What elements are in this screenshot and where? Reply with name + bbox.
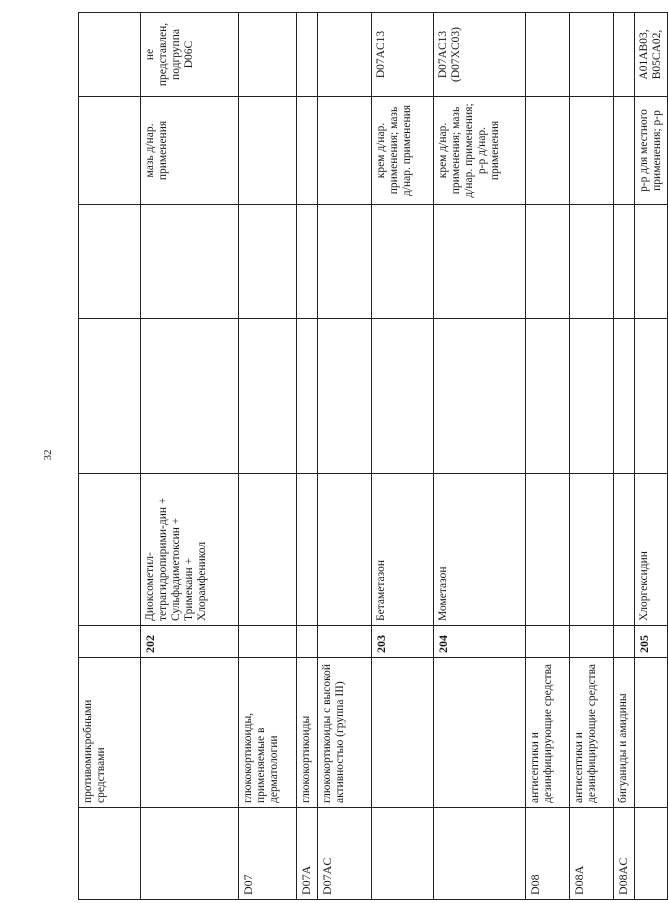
atc-code-cell: D08A bbox=[570, 808, 614, 900]
empty-cell bbox=[297, 319, 318, 474]
substance-cell bbox=[318, 474, 372, 626]
empty-cell bbox=[526, 319, 570, 474]
dosage-form-cell bbox=[297, 97, 318, 205]
empty-cell bbox=[79, 205, 141, 319]
substance-cell: Бетаметазон bbox=[372, 474, 434, 626]
substance-cell bbox=[526, 474, 570, 626]
substance-cell: Диоксометил-тетрагидропирими-дин + Сульфадиметоксин + Тримекаин + Хлорамфеникол bbox=[141, 474, 239, 626]
group-name-cell: глюкокортикоиды bbox=[297, 658, 318, 808]
empty-cell bbox=[318, 205, 372, 319]
atc-reference-cell bbox=[239, 13, 297, 97]
atc-code-cell bbox=[141, 808, 239, 900]
empty-cell bbox=[570, 319, 614, 474]
dosage-form-cell bbox=[570, 97, 614, 205]
group-name-cell: глюкокортикоиды с высокой активностью (группа III) bbox=[318, 658, 372, 808]
dosage-form-cell: крем д/нар. применения; мазь д/нар. применения; р-р д/нар. применения bbox=[434, 97, 526, 205]
group-name-cell: антисептики и дезинфицирующие средства bbox=[526, 658, 570, 808]
page-number: 32 bbox=[42, 449, 54, 461]
empty-cell bbox=[526, 205, 570, 319]
drug-classification-table bbox=[78, 12, 668, 900]
item-number-cell bbox=[526, 626, 570, 658]
atc-reference-cell bbox=[614, 13, 635, 97]
table-row bbox=[434, 13, 526, 900]
substance-cell bbox=[79, 474, 141, 626]
atc-reference-cell: A01AB03, B05CA02, bbox=[635, 13, 668, 97]
atc-code-cell: D08 bbox=[526, 808, 570, 900]
substance-cell bbox=[570, 474, 614, 626]
group-name-cell: бигуаниды и амидины bbox=[614, 658, 635, 808]
empty-cell bbox=[141, 205, 239, 319]
substance-cell bbox=[239, 474, 297, 626]
dosage-form-cell: крем д/нар. применения; мазь д/нар. применения bbox=[372, 97, 434, 205]
table-row bbox=[635, 13, 668, 900]
dosage-form-cell bbox=[318, 97, 372, 205]
atc-code-cell bbox=[79, 808, 141, 900]
item-number-cell: 202 bbox=[141, 626, 239, 658]
group-name-cell bbox=[434, 658, 526, 808]
substance-cell: Мометазон bbox=[434, 474, 526, 626]
atc-code-cell bbox=[372, 808, 434, 900]
atc-reference-cell bbox=[570, 13, 614, 97]
atc-reference-cell bbox=[526, 13, 570, 97]
atc-reference-cell bbox=[318, 13, 372, 97]
empty-cell bbox=[570, 205, 614, 319]
atc-reference-cell: D07AC13 (D07XC03) bbox=[434, 13, 526, 97]
substance-cell: Хлоргексидин bbox=[635, 474, 668, 626]
dosage-form-cell bbox=[614, 97, 635, 205]
empty-cell bbox=[297, 205, 318, 319]
dosage-form-cell bbox=[526, 97, 570, 205]
group-name-cell: антисептики и дезинфицирующие средства bbox=[570, 658, 614, 808]
table-row bbox=[526, 13, 570, 900]
atc-code-cell bbox=[434, 808, 526, 900]
item-number-cell bbox=[297, 626, 318, 658]
empty-cell bbox=[318, 319, 372, 474]
empty-cell bbox=[141, 319, 239, 474]
table-row bbox=[141, 13, 239, 900]
empty-cell bbox=[372, 319, 434, 474]
group-name-cell bbox=[635, 658, 668, 808]
table-row bbox=[239, 13, 297, 900]
atc-reference-cell: не представлен, подгруппа D06C bbox=[141, 13, 239, 97]
table-row bbox=[372, 13, 434, 900]
dosage-form-cell bbox=[79, 97, 141, 205]
atc-code-cell: D08AC bbox=[614, 808, 635, 900]
item-number-cell: 205 bbox=[635, 626, 668, 658]
dosage-form-cell bbox=[239, 97, 297, 205]
empty-cell bbox=[635, 205, 668, 319]
group-name-cell: противомикробными средствами bbox=[79, 658, 141, 808]
item-number-cell bbox=[239, 626, 297, 658]
empty-cell bbox=[239, 319, 297, 474]
empty-cell bbox=[614, 205, 635, 319]
empty-cell bbox=[434, 319, 526, 474]
empty-cell bbox=[614, 319, 635, 474]
table-row bbox=[297, 13, 318, 900]
item-number-cell bbox=[570, 626, 614, 658]
atc-reference-cell bbox=[297, 13, 318, 97]
empty-cell bbox=[79, 319, 141, 474]
item-number-cell bbox=[79, 626, 141, 658]
dosage-form-cell: р-р для местного применения; р-р bbox=[635, 97, 668, 205]
empty-cell bbox=[635, 319, 668, 474]
substance-cell bbox=[297, 474, 318, 626]
item-number-cell: 204 bbox=[434, 626, 526, 658]
atc-code-cell: D07 bbox=[239, 808, 297, 900]
table-row bbox=[318, 13, 372, 900]
group-name-cell bbox=[141, 658, 239, 808]
empty-cell bbox=[239, 205, 297, 319]
table-row bbox=[79, 13, 141, 900]
atc-code-cell: D07A bbox=[297, 808, 318, 900]
group-name-cell bbox=[372, 658, 434, 808]
table-row bbox=[614, 13, 635, 900]
dosage-form-cell: мазь д/нар. применения bbox=[141, 97, 239, 205]
atc-reference-cell: D07AC13 bbox=[372, 13, 434, 97]
empty-cell bbox=[372, 205, 434, 319]
atc-reference-cell bbox=[79, 13, 141, 97]
empty-cell bbox=[434, 205, 526, 319]
atc-code-cell bbox=[635, 808, 668, 900]
atc-code-cell: D07AC bbox=[318, 808, 372, 900]
group-name-cell: глюкокортикоиды, применяемые в дерматологии bbox=[239, 658, 297, 808]
table-row bbox=[570, 13, 614, 900]
item-number-cell bbox=[614, 626, 635, 658]
item-number-cell: 203 bbox=[372, 626, 434, 658]
item-number-cell bbox=[318, 626, 372, 658]
substance-cell bbox=[614, 474, 635, 626]
